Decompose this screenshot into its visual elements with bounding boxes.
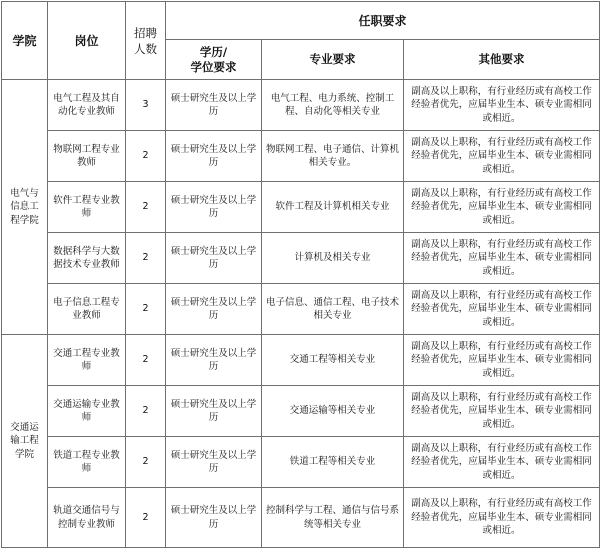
cell-other: 副高及以上职称，有行业经历或有高校工作经验者优先，应届毕业生本、硕专业需相同或相近。 bbox=[404, 80, 600, 131]
cell-other: 副高及以上职称，有行业经历或有高校工作经验者优先，应届毕业生本、硕专业需相同或相近。 bbox=[404, 386, 600, 437]
header-degree: 学历/ 学位要求 bbox=[166, 40, 262, 80]
cell-position: 铁道工程专业教师 bbox=[48, 437, 126, 488]
cell-other: 副高及以上职称，有行业经历或有高校工作经验者优先，应届毕业生本、硕专业需相同或相近。 bbox=[404, 437, 600, 488]
cell-quota: 2 bbox=[126, 233, 166, 284]
cell-other: 副高及以上职称，有行业经历或有高校工作经验者优先，应届毕业生本、硕专业需相同或相近。 bbox=[404, 233, 600, 284]
header-requirements: 任职要求 bbox=[166, 2, 600, 40]
cell-degree: 硕士研究生及以上学历 bbox=[166, 437, 262, 488]
recruitment-table bbox=[1, 1, 600, 548]
cell-position: 轨道交通信号与控制专业教师 bbox=[48, 488, 126, 548]
table-row bbox=[2, 488, 600, 548]
cell-other: 副高及以上职称，有行业经历或有高校工作经验者优先，应届毕业生本、硕专业需相同或相近。 bbox=[404, 488, 600, 548]
cell-other: 副高及以上职称，有行业经历或有高校工作经验者优先，应届毕业生本、硕专业需相同或相近。 bbox=[404, 182, 600, 233]
cell-quota: 2 bbox=[126, 182, 166, 233]
cell-major: 交通运输等相关专业 bbox=[262, 386, 404, 437]
cell-position: 交通工程专业教师 bbox=[48, 335, 126, 386]
cell-position: 软件工程专业教师 bbox=[48, 182, 126, 233]
table-row bbox=[2, 284, 600, 335]
cell-major: 物联网工程、电子通信、计算机相关专业。 bbox=[262, 131, 404, 182]
cell-quota: 2 bbox=[126, 131, 166, 182]
cell-other: 副高及以上职称，有行业经历或有高校工作经验者优先，应届毕业生本、硕专业需相同或相近。 bbox=[404, 284, 600, 335]
cell-quota: 2 bbox=[126, 335, 166, 386]
table-row bbox=[2, 80, 600, 131]
header-quota: 招聘 人数 bbox=[126, 2, 166, 80]
table-row bbox=[2, 386, 600, 437]
cell-quota: 3 bbox=[126, 80, 166, 131]
cell-degree: 硕士研究生及以上学历 bbox=[166, 80, 262, 131]
cell-position: 电气工程及其自动化专业教师 bbox=[48, 80, 126, 131]
cell-degree: 硕士研究生及以上学历 bbox=[166, 284, 262, 335]
cell-position: 数据科学与大数据技术专业教师 bbox=[48, 233, 126, 284]
cell-major: 电气工程、电力系统、控制工程、自动化等相关专业 bbox=[262, 80, 404, 131]
cell-major: 计算机及相关专业 bbox=[262, 233, 404, 284]
cell-major: 铁道工程等相关专业 bbox=[262, 437, 404, 488]
cell-degree: 硕士研究生及以上学历 bbox=[166, 335, 262, 386]
cell-major: 交通工程等相关专业 bbox=[262, 335, 404, 386]
cell-other: 副高及以上职称，有行业经历或有高校工作经验者优先，应届毕业生本、硕专业需相同或相近。 bbox=[404, 335, 600, 386]
cell-degree: 硕士研究生及以上学历 bbox=[166, 386, 262, 437]
table-body bbox=[2, 80, 600, 548]
header-college: 学院 bbox=[2, 2, 48, 80]
cell-college: 电气与信息工程学院 bbox=[2, 80, 48, 335]
cell-quota: 2 bbox=[126, 284, 166, 335]
cell-major: 电子信息、通信工程、电子技术相关专业 bbox=[262, 284, 404, 335]
cell-college: 交通运输工程学院 bbox=[2, 335, 48, 548]
cell-other: 副高及以上职称，有行业经历或有高校工作经验者优先，应届毕业生本、硕专业需相同或相近。 bbox=[404, 131, 600, 182]
cell-quota: 2 bbox=[126, 488, 166, 548]
cell-degree: 硕士研究生及以上学历 bbox=[166, 131, 262, 182]
table-row bbox=[2, 182, 600, 233]
cell-position: 物联网工程专业教师 bbox=[48, 131, 126, 182]
cell-position: 交通运输专业教师 bbox=[48, 386, 126, 437]
cell-position: 电子信息工程专业教师 bbox=[48, 284, 126, 335]
table-row bbox=[2, 335, 600, 386]
table-row bbox=[2, 233, 600, 284]
cell-quota: 2 bbox=[126, 386, 166, 437]
table-row bbox=[2, 131, 600, 182]
cell-degree: 硕士研究生及以上学历 bbox=[166, 233, 262, 284]
cell-major: 控制科学与工程、通信与信号系统等相关专业 bbox=[262, 488, 404, 548]
header-position: 岗位 bbox=[48, 2, 126, 80]
header-other: 其他要求 bbox=[404, 40, 600, 80]
cell-quota: 2 bbox=[126, 437, 166, 488]
cell-degree: 硕士研究生及以上学历 bbox=[166, 182, 262, 233]
cell-major: 软件工程及计算机相关专业 bbox=[262, 182, 404, 233]
header-row bbox=[2, 2, 600, 40]
table-row bbox=[2, 437, 600, 488]
cell-degree: 硕士研究生及以上学历 bbox=[166, 488, 262, 548]
header-major: 专业要求 bbox=[262, 40, 404, 80]
